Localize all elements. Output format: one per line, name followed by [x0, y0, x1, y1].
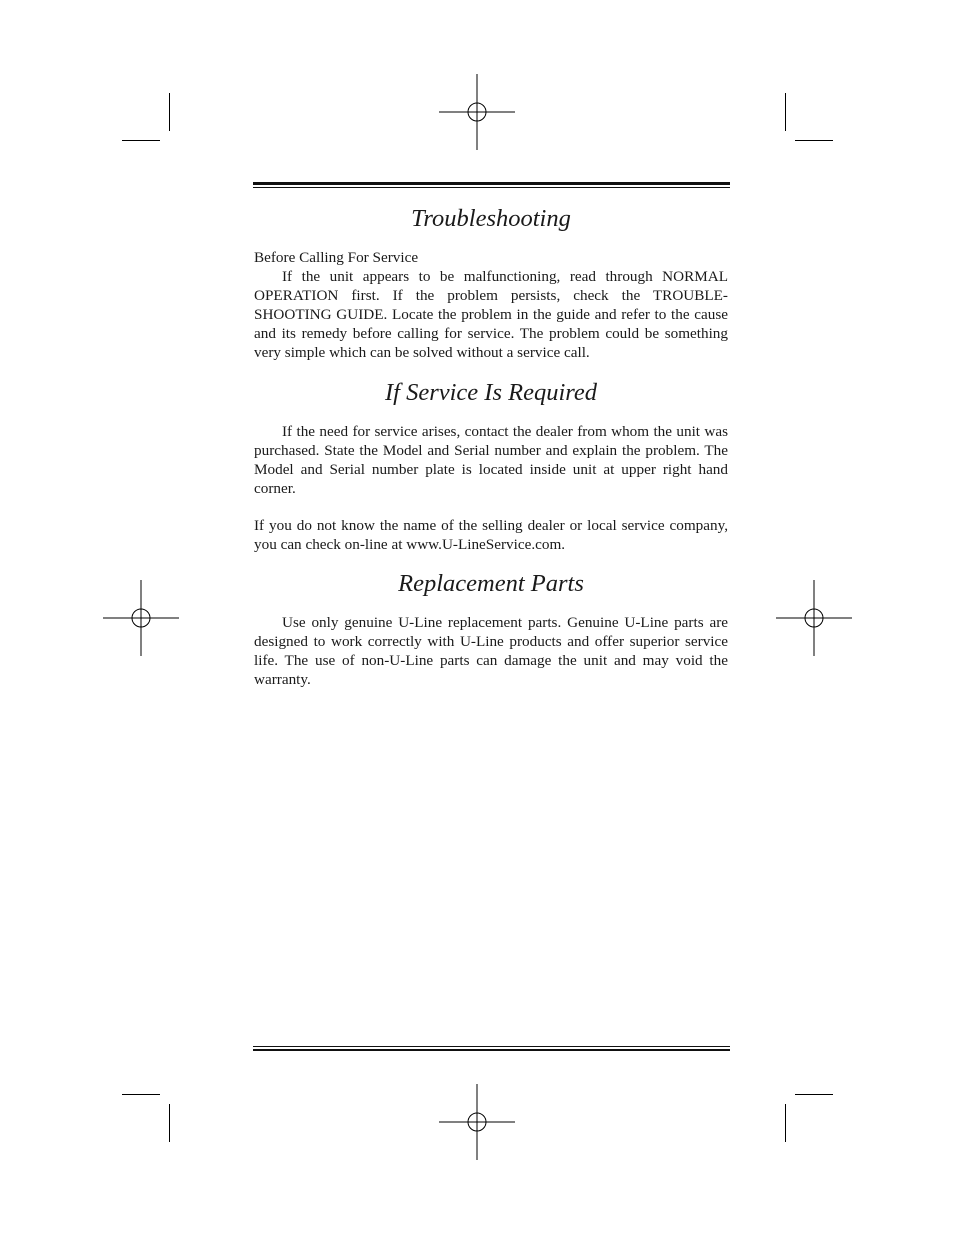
- crop-mark: [122, 1094, 160, 1095]
- crop-mark: [785, 93, 786, 131]
- registration-mark-icon: [439, 74, 515, 150]
- crop-mark: [795, 140, 833, 141]
- paragraph-parts: Use only genuine U-Line replacement parts. Genuine U-Line parts are designed to work correctly with U-Line products and offer superior service life. The use of non-U-Line parts can damage the unit and may void the warranty.: [254, 614, 728, 688]
- section-title-service: If Service Is Required: [384, 379, 598, 406]
- paragraph-service-1: If the need for service arises, contact the dealer from whom the unit was purchased. State the Model and Serial number and explain the problem. The Model and Serial number plate is located inside unit at upper right hand corner.: [254, 423, 728, 497]
- crop-mark: [122, 140, 160, 141]
- registration-mark-icon: [439, 1084, 515, 1160]
- header-rule: [253, 182, 730, 185]
- section-title-parts: Replacement Parts: [398, 570, 584, 597]
- crop-mark: [169, 1104, 170, 1142]
- subheading-before-calling: Before Calling For Service: [254, 249, 419, 266]
- registration-mark-icon: [103, 580, 179, 656]
- page-content: [254, 200, 728, 689]
- registration-mark-icon: [776, 580, 852, 656]
- crop-mark: [795, 1094, 833, 1095]
- crop-mark: [785, 1104, 786, 1142]
- footer-rule: [253, 1049, 730, 1051]
- section-title-troubleshooting: Troubleshooting: [411, 205, 571, 232]
- crop-mark: [169, 93, 170, 131]
- paragraph-troubleshooting: If the unit appears to be malfunctioning, read through NORMAL OPERATION first. If the problem persists, check the TROUBLE-SHOOTING GUIDE. Locate the problem in the guide and refer to the cause and its remedy before calling for service. The problem could be something very simple which can be solved without a service call.: [254, 268, 728, 361]
- footer-rule: [253, 1046, 730, 1047]
- paragraph-service-2: If you do not know the name of the selling dealer or local service company, you can check on-line at www.U-LineService.com.: [254, 517, 728, 553]
- header-rule: [253, 187, 730, 188]
